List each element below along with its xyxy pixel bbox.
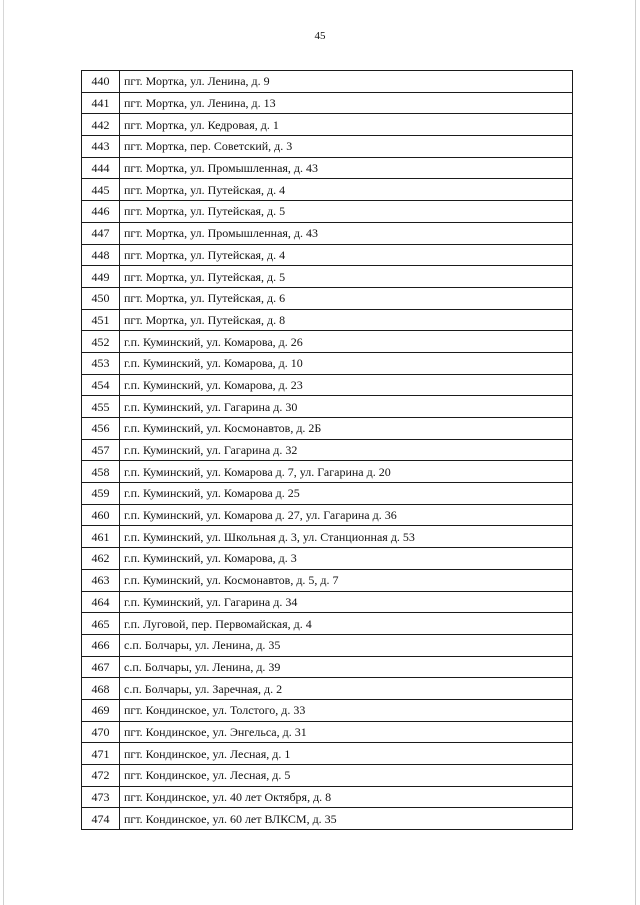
- table-row: [82, 699, 573, 721]
- row-address: пгт. Мортка, ул. Кедровая, д. 1: [120, 114, 573, 136]
- table-row: [82, 331, 573, 353]
- row-number: 460: [82, 504, 120, 526]
- table-row: [82, 157, 573, 179]
- table-row: [82, 374, 573, 396]
- table-row: [82, 808, 573, 830]
- table-row: [82, 591, 573, 613]
- table-row: [82, 396, 573, 418]
- row-number: 471: [82, 743, 120, 765]
- row-number: 455: [82, 396, 120, 418]
- table-row: [82, 439, 573, 461]
- table-row: [82, 786, 573, 808]
- table-row: [82, 765, 573, 787]
- table-row: [82, 483, 573, 505]
- row-number: 463: [82, 569, 120, 591]
- row-address: пгт. Мортка, ул. Промышленная, д. 43: [120, 222, 573, 244]
- table-row: [82, 743, 573, 765]
- row-address: пгт. Мортка, ул. Путейская, д. 6: [120, 287, 573, 309]
- table-row: [82, 418, 573, 440]
- row-address: пгт. Кондинское, ул. 40 лет Октября, д. 8: [120, 786, 573, 808]
- row-address: г.п. Куминский, ул. Комарова д. 25: [120, 483, 573, 505]
- row-address: г.п. Куминский, ул. Комарова д. 7, ул. Гагарина д. 20: [120, 461, 573, 483]
- row-number: 445: [82, 179, 120, 201]
- table-row: [82, 721, 573, 743]
- table-row: [82, 287, 573, 309]
- table-row: [82, 461, 573, 483]
- table-row: [82, 71, 573, 93]
- table-row: [82, 678, 573, 700]
- scan-edge-right: [635, 0, 636, 905]
- row-number: 458: [82, 461, 120, 483]
- row-number: 461: [82, 526, 120, 548]
- table-row: [82, 244, 573, 266]
- row-address: г.п. Луговой, пер. Первомайская, д. 4: [120, 613, 573, 635]
- row-number: 452: [82, 331, 120, 353]
- row-number: 444: [82, 157, 120, 179]
- row-address: пгт. Кондинское, ул. Энгельса, д. 31: [120, 721, 573, 743]
- address-table: [81, 70, 573, 830]
- row-address: пгт. Мортка, ул. Промышленная, д. 43: [120, 157, 573, 179]
- row-number: 448: [82, 244, 120, 266]
- table-row: [82, 352, 573, 374]
- row-address: г.п. Куминский, ул. Комарова, д. 26: [120, 331, 573, 353]
- row-address: г.п. Куминский, ул. Гагарина д. 34: [120, 591, 573, 613]
- page-number: 45: [314, 30, 326, 42]
- row-number: 453: [82, 352, 120, 374]
- row-number: 447: [82, 222, 120, 244]
- table-row: [82, 526, 573, 548]
- row-address: г.п. Куминский, ул. Космонавтов, д. 5, д. 7: [120, 569, 573, 591]
- row-address: пгт. Мортка, ул. Путейская, д. 5: [120, 201, 573, 223]
- table-row: [82, 548, 573, 570]
- row-address: пгт. Кондинское, ул. Толстого, д. 33: [120, 699, 573, 721]
- row-address: г.п. Куминский, ул. Гагарина д. 30: [120, 396, 573, 418]
- row-address: с.п. Болчары, ул. Ленина, д. 35: [120, 634, 573, 656]
- row-address: пгт. Мортка, пер. Советский, д. 3: [120, 136, 573, 158]
- table-row: [82, 613, 573, 635]
- row-number: 462: [82, 548, 120, 570]
- row-address: г.п. Куминский, ул. Гагарина д. 32: [120, 439, 573, 461]
- table-row: [82, 114, 573, 136]
- row-number: 464: [82, 591, 120, 613]
- scan-edge-left: [3, 0, 4, 905]
- table-row: [82, 222, 573, 244]
- row-address: пгт. Мортка, ул. Путейская, д. 4: [120, 179, 573, 201]
- row-number: 470: [82, 721, 120, 743]
- row-address: пгт. Кондинское, ул. Лесная, д. 1: [120, 743, 573, 765]
- table-row: [82, 201, 573, 223]
- row-address: г.п. Куминский, ул. Комарова д. 27, ул. Гагарина д. 36: [120, 504, 573, 526]
- row-address: г.п. Куминский, ул. Космонавтов, д. 2Б: [120, 418, 573, 440]
- table-row: [82, 309, 573, 331]
- row-number: 440: [82, 71, 120, 93]
- row-address: пгт. Мортка, ул. Путейская, д. 4: [120, 244, 573, 266]
- row-number: 442: [82, 114, 120, 136]
- row-address: г.п. Куминский, ул. Комарова, д. 10: [120, 352, 573, 374]
- row-number: 459: [82, 483, 120, 505]
- row-number: 468: [82, 678, 120, 700]
- row-number: 441: [82, 92, 120, 114]
- table-row: [82, 92, 573, 114]
- row-number: 450: [82, 287, 120, 309]
- row-address: г.п. Куминский, ул. Школьная д. 3, ул. Станционная д. 53: [120, 526, 573, 548]
- table-row: [82, 656, 573, 678]
- table-row: [82, 569, 573, 591]
- row-address: с.п. Болчары, ул. Ленина, д. 39: [120, 656, 573, 678]
- row-address: пгт. Мортка, ул. Ленина, д. 13: [120, 92, 573, 114]
- row-address: г.п. Куминский, ул. Комарова, д. 23: [120, 374, 573, 396]
- row-number: 467: [82, 656, 120, 678]
- table-row: [82, 266, 573, 288]
- row-number: 451: [82, 309, 120, 331]
- table-row: [82, 504, 573, 526]
- row-address: г.п. Куминский, ул. Комарова, д. 3: [120, 548, 573, 570]
- row-number: 456: [82, 418, 120, 440]
- table-row: [82, 634, 573, 656]
- row-address: пгт. Мортка, ул. Ленина, д. 9: [120, 71, 573, 93]
- row-address: пгт. Мортка, ул. Путейская, д. 8: [120, 309, 573, 331]
- address-table-body: [82, 71, 573, 830]
- row-number: 469: [82, 699, 120, 721]
- row-address: пгт. Кондинское, ул. Лесная, д. 5: [120, 765, 573, 787]
- row-number: 449: [82, 266, 120, 288]
- row-address: пгт. Кондинское, ул. 60 лет ВЛКСМ, д. 35: [120, 808, 573, 830]
- row-number: 446: [82, 201, 120, 223]
- row-number: 465: [82, 613, 120, 635]
- table-row: [82, 136, 573, 158]
- row-address: пгт. Мортка, ул. Путейская, д. 5: [120, 266, 573, 288]
- row-address: с.п. Болчары, ул. Заречная, д. 2: [120, 678, 573, 700]
- row-number: 474: [82, 808, 120, 830]
- row-number: 443: [82, 136, 120, 158]
- row-number: 473: [82, 786, 120, 808]
- row-number: 454: [82, 374, 120, 396]
- table-row: [82, 179, 573, 201]
- row-number: 466: [82, 634, 120, 656]
- row-number: 457: [82, 439, 120, 461]
- row-number: 472: [82, 765, 120, 787]
